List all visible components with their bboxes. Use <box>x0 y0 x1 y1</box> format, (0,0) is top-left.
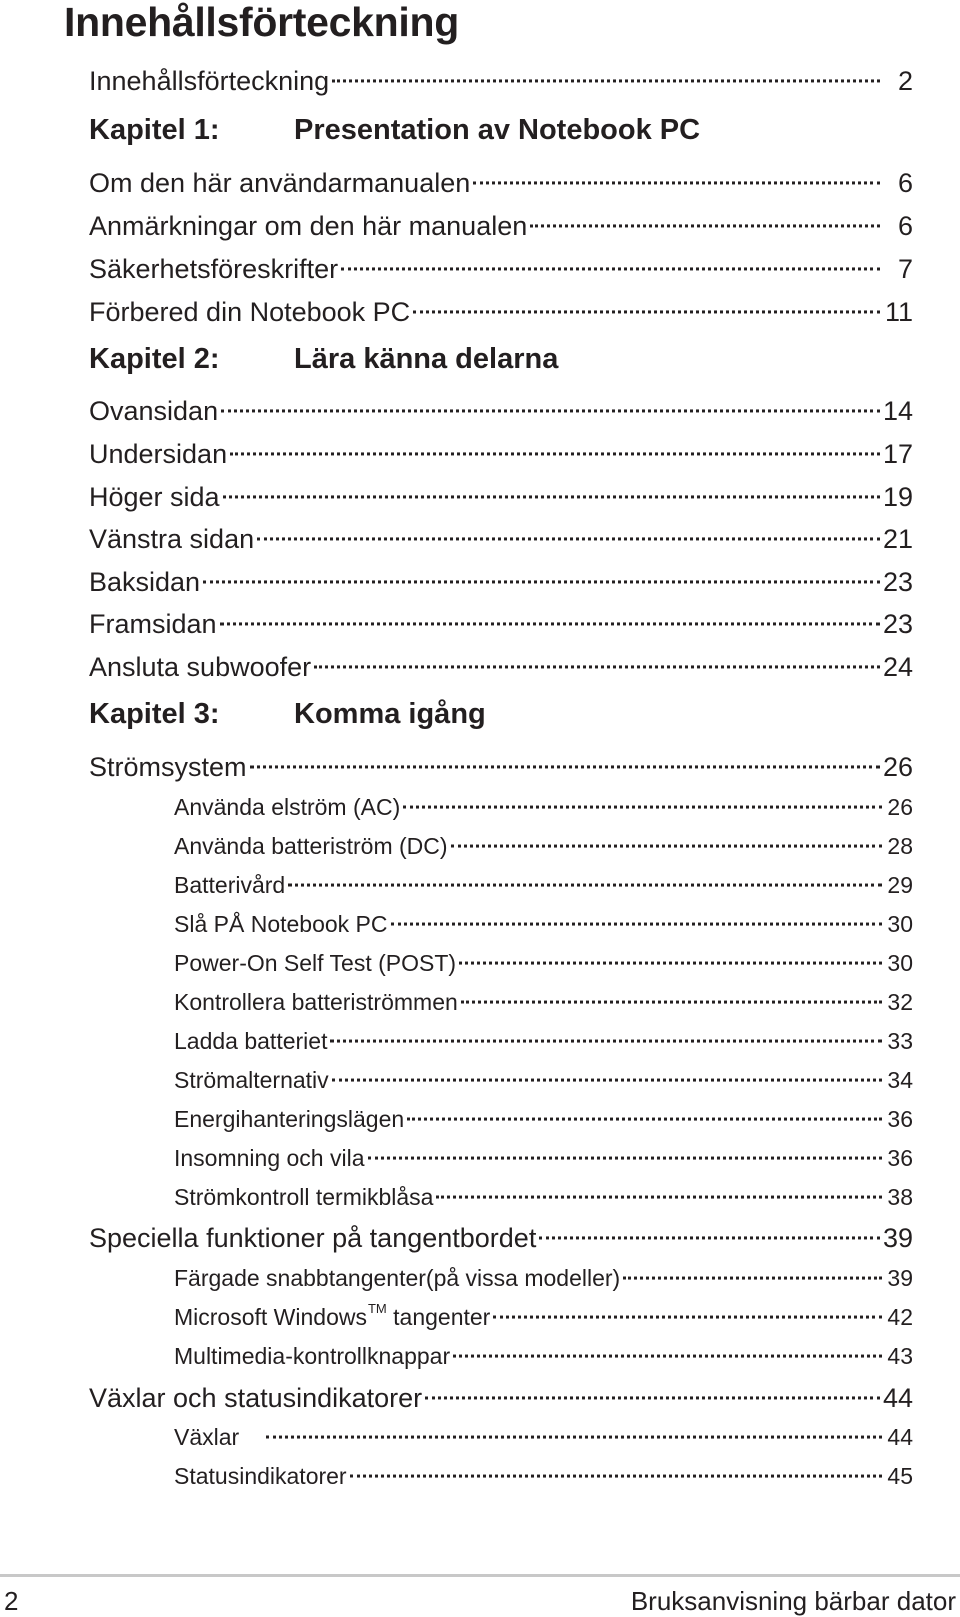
leader-dots <box>250 738 880 768</box>
toc-entry <box>89 646 913 683</box>
toc-entry <box>89 746 913 783</box>
toc-entry <box>89 1217 913 1254</box>
toc-entry-label: Batterivård <box>174 872 286 898</box>
footer-divider <box>0 1574 960 1577</box>
chapter-title: Komma igång <box>294 698 486 730</box>
toc-entry-page: 36 <box>887 1106 913 1132</box>
toc-entry-page: 24 <box>882 652 913 682</box>
toc-entry-label: Strömkontroll termikblåsa <box>174 1184 434 1210</box>
toc-entry-label: Strömsystem <box>89 752 247 782</box>
leader-dots <box>493 1293 882 1319</box>
toc-subentry <box>174 1179 913 1211</box>
toc-entry-page: 30 <box>887 911 913 937</box>
leader-dots <box>332 52 880 82</box>
chapter-number: Kapitel 2: <box>89 343 220 375</box>
leader-dots <box>453 1332 882 1358</box>
leader-dots <box>350 1452 882 1478</box>
leader-dots <box>391 900 882 926</box>
leader-dots <box>459 939 882 965</box>
toc-entry-label: Växlar och statusindikatorer <box>89 1383 423 1413</box>
trademark-superscript: TM <box>367 1301 387 1316</box>
toc-entry-label: Förbered din Notebook PC <box>89 297 411 327</box>
toc-entry-page: 38 <box>887 1184 913 1210</box>
toc-entry <box>89 603 913 640</box>
leader-dots <box>436 1173 882 1199</box>
toc-entry-page: 19 <box>882 482 913 512</box>
toc-subentry <box>174 1338 913 1370</box>
toc-entry-label: Om den här användarmanualen <box>89 168 471 198</box>
toc-entry-page: 44 <box>887 1424 913 1450</box>
leader-dots <box>623 1254 882 1280</box>
toc-entry <box>89 561 913 598</box>
toc-entry-page: 28 <box>887 833 913 859</box>
chapter-title: Presentation av Notebook PC <box>294 114 701 146</box>
toc-entry-page: 14 <box>882 396 913 426</box>
toc-entry-page: 36 <box>887 1145 913 1171</box>
toc-subentry <box>174 1140 913 1172</box>
toc-entry-label: Framsidan <box>89 609 217 639</box>
toc-entry-label: Undersidan <box>89 439 228 469</box>
label-text: Microsoft Windows <box>174 1304 367 1330</box>
toc-entry-page: 30 <box>887 950 913 976</box>
leader-dots <box>403 783 882 809</box>
toc-entry <box>89 205 913 242</box>
toc-entry-page: 23 <box>882 609 913 639</box>
leader-dots <box>330 1017 882 1043</box>
toc-entry-label: Slå PÅ Notebook PC <box>174 911 388 937</box>
chapter-number: Kapitel 3: <box>89 698 220 730</box>
toc-entry-label: Använda batteriström (DC) <box>174 833 448 859</box>
toc-subentry <box>174 1101 913 1133</box>
toc-entry-label: Säkerhetsföreskrifter <box>89 254 339 284</box>
toc-entry-label: Strömalternativ <box>174 1067 329 1093</box>
leader-dots <box>473 154 880 184</box>
toc-entry-label: Statusindikatorer <box>174 1463 347 1489</box>
leader-dots <box>223 468 880 498</box>
toc-entry-page: 44 <box>882 1383 913 1413</box>
toc-entry-label: Färgade snabbtangenter(på vissa modeller) <box>174 1265 621 1291</box>
leader-dots <box>368 1134 883 1160</box>
toc-entry-label: Växlar <box>174 1424 240 1450</box>
toc-subentry <box>174 906 913 938</box>
leader-dots <box>425 1369 880 1399</box>
leader-dots <box>203 553 880 583</box>
toc-subentry <box>174 1023 913 1055</box>
toc-entry-page: 42 <box>887 1304 913 1330</box>
toc-subentry <box>174 1260 913 1292</box>
leader-dots <box>220 595 880 625</box>
toc-entry-page: 2 <box>897 66 913 96</box>
toc-entry-label: Höger sida <box>89 482 220 512</box>
toc-subentry <box>174 867 913 899</box>
toc-entry-label: Kontrollera batteriströmmen <box>174 989 458 1015</box>
toc-entry-label: Power-On Self Test (POST) <box>174 950 457 976</box>
toc-subentry <box>174 1299 913 1331</box>
toc-entry-page: 26 <box>882 752 913 782</box>
toc-entry-page: 21 <box>882 524 913 554</box>
toc-entry-page: 26 <box>887 794 913 820</box>
toc-entry-label: Innehållsförteckning <box>89 66 330 96</box>
toc-subentry <box>174 1062 913 1094</box>
leader-dots <box>230 425 880 455</box>
footer-document-title: Bruksanvisning bärbar dator <box>630 1586 956 1616</box>
toc-entry <box>89 1377 913 1414</box>
toc-subentry <box>174 1419 913 1451</box>
toc-subentry <box>174 1458 913 1490</box>
label-text-after: tangenter <box>393 1304 491 1330</box>
leader-dots <box>257 510 880 540</box>
toc-entry-label: Använda elström (AC) <box>174 794 401 820</box>
chapter-title: Lära känna delarna <box>294 343 559 375</box>
toc-entry-page: 7 <box>897 254 913 284</box>
leader-dots <box>314 638 880 668</box>
leader-dots <box>461 978 882 1004</box>
toc-entry-page: 43 <box>887 1343 913 1369</box>
toc-entry-page: 23 <box>882 567 913 597</box>
leader-dots <box>332 1056 882 1082</box>
toc-entry-page: 6 <box>897 211 913 241</box>
chapter-heading <box>89 698 486 731</box>
toc-entry-page: 11 <box>884 297 913 327</box>
page-title: Innehållsförteckning <box>64 0 459 45</box>
toc-entry <box>89 291 913 328</box>
toc-entry-page: 32 <box>887 989 913 1015</box>
toc-subentry <box>174 789 913 821</box>
toc-entry-label: Speciella funktioner på tangentbordet <box>89 1223 537 1253</box>
leader-dots <box>539 1209 880 1239</box>
toc-entry-label: Ladda batteriet <box>174 1028 328 1054</box>
toc-entry-label: Ansluta subwoofer <box>89 652 312 682</box>
toc-entry-label <box>174 1301 490 1331</box>
toc-entry <box>89 162 913 199</box>
toc-entry <box>89 518 913 555</box>
toc-entry-label: Baksidan <box>89 567 201 597</box>
toc-entry-label: Vänstra sidan <box>89 524 255 554</box>
toc-entry-label: Ovansidan <box>89 396 219 426</box>
toc-entry <box>89 248 913 285</box>
leader-dots <box>530 197 880 227</box>
toc-subentry <box>174 945 913 977</box>
toc-entry-label: Anmärkningar om den här manualen <box>89 211 528 241</box>
toc-subentry <box>174 828 913 860</box>
toc-entry-page: 29 <box>887 872 913 898</box>
leader-dots <box>266 1413 882 1439</box>
leader-dots <box>451 822 882 848</box>
chapter-heading <box>89 114 700 147</box>
toc-entry <box>89 390 913 427</box>
leader-dots <box>288 861 882 887</box>
toc-entry-page: 33 <box>887 1028 913 1054</box>
chapter-number: Kapitel 1: <box>89 114 220 146</box>
leader-dots <box>413 283 880 313</box>
leader-dots <box>341 240 880 270</box>
toc-entry-page: 34 <box>887 1067 913 1093</box>
toc-entry-page: 39 <box>887 1265 913 1291</box>
toc-subentry <box>174 984 913 1016</box>
leader-dots <box>407 1095 882 1121</box>
toc-entry-label: Insomning och vila <box>174 1145 365 1171</box>
toc-entry-page: 17 <box>882 439 913 469</box>
toc-entry-page: 39 <box>882 1223 913 1253</box>
chapter-heading <box>89 343 558 376</box>
toc-entry <box>89 433 913 470</box>
toc-entry <box>89 60 913 97</box>
footer-page-number: 2 <box>4 1586 19 1616</box>
toc-entry-page: 45 <box>887 1463 913 1489</box>
toc-entry <box>89 476 913 513</box>
leader-dots <box>221 382 880 412</box>
toc-entry-label: Multimedia-kontrollknappar <box>174 1343 451 1369</box>
toc-entry-label: Energihanteringslägen <box>174 1106 405 1132</box>
toc-entry-page: 6 <box>897 168 913 198</box>
